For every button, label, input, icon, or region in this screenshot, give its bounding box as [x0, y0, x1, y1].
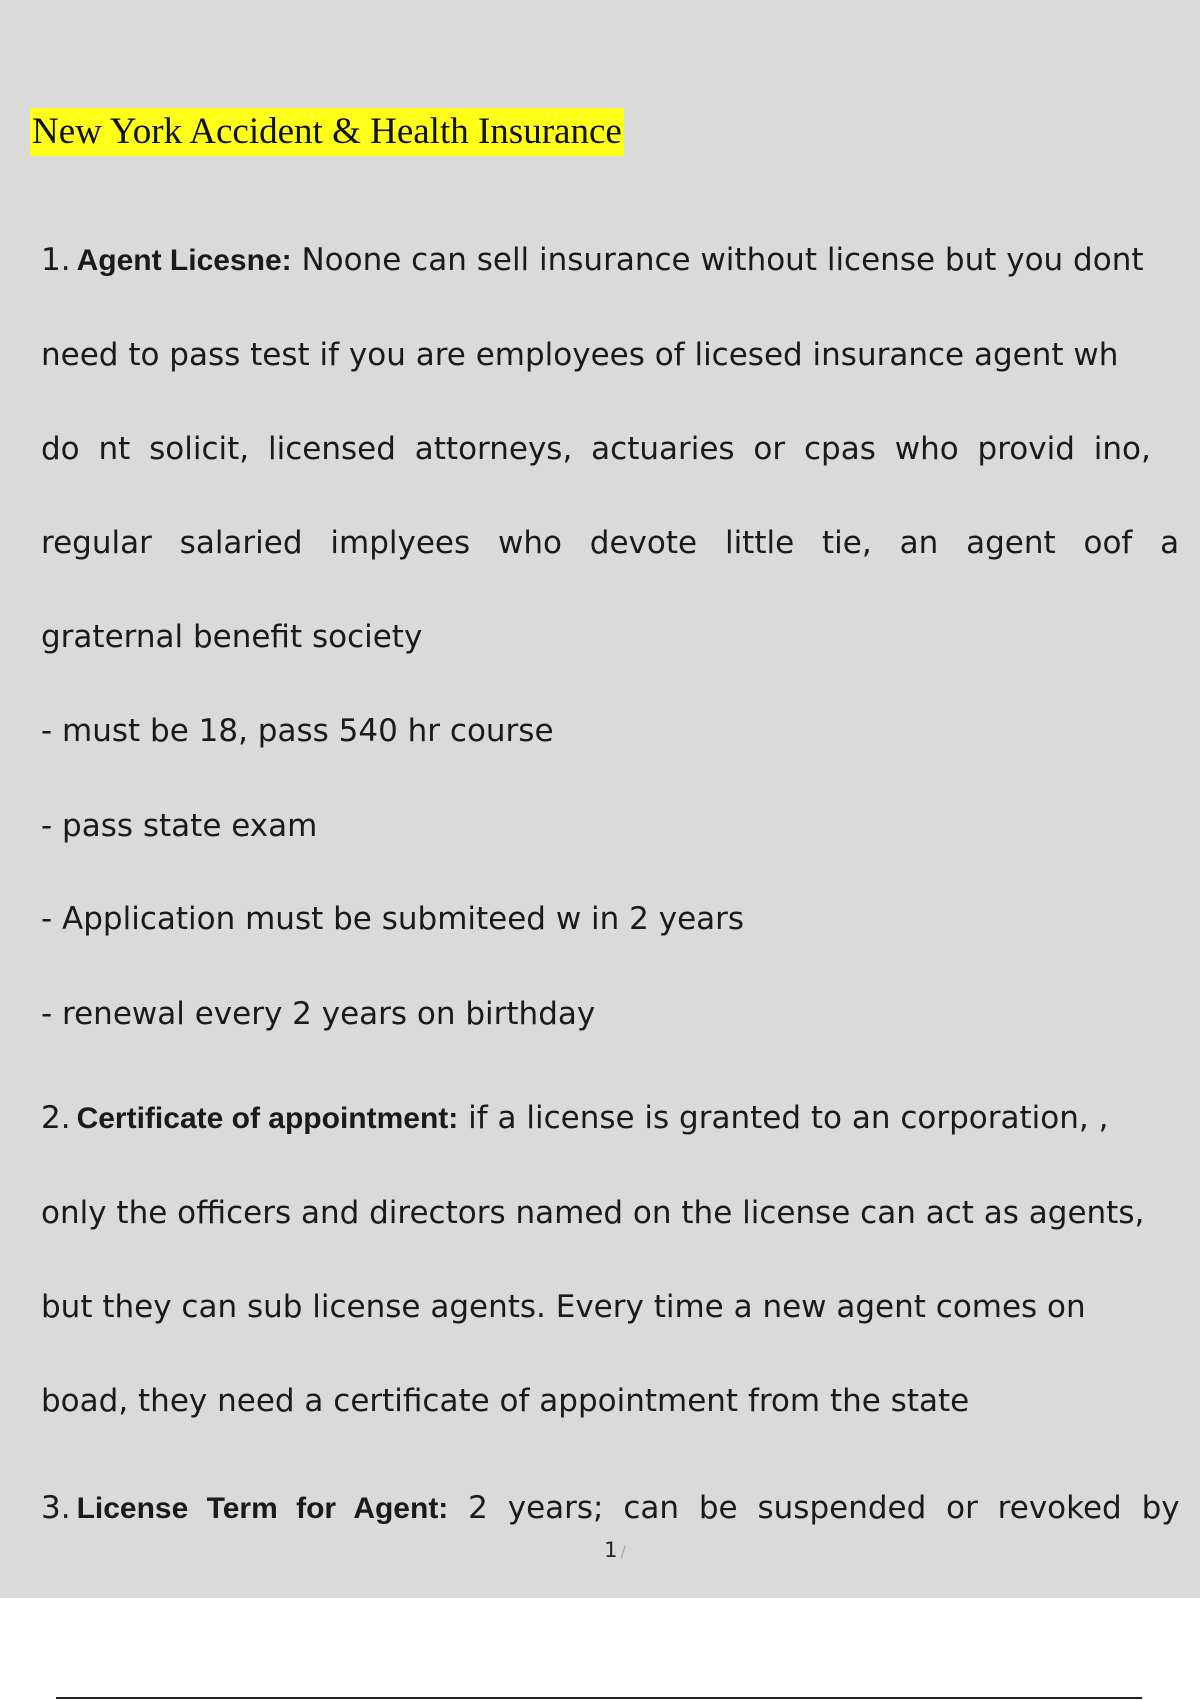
- bullet-renewal: - renewal every 2 years on birthday: [41, 996, 596, 1032]
- page-number-value: 1: [604, 1538, 618, 1562]
- section-1-line-5: graternal benefit society: [41, 619, 423, 655]
- section-2-heading: Certificate of appointment:: [76, 1102, 459, 1135]
- section-1-line-3-text: do nt solicit, licensed attorneys, actuaries or cpas who provid ino,: [41, 431, 1151, 467]
- page-number-suffix: /: [620, 1542, 626, 1561]
- section-2-line-3: but they can sub license agents. Every time a new agent comes on: [41, 1289, 1086, 1325]
- section-3-text: 2 years; can be suspended or revoked by: [468, 1490, 1180, 1526]
- section-1-line-3: [41, 429, 1194, 469]
- bullet-age-course: - must be 18, pass 540 hr course: [41, 713, 554, 749]
- section-1-text: Noone can sell insurance without license but you dont: [301, 242, 1144, 278]
- section-1-number: 1.: [41, 242, 71, 278]
- section-1-line-1: [41, 240, 1194, 281]
- footer-divider: [56, 1697, 1142, 1699]
- section-2-line-1: [41, 1098, 1194, 1139]
- section-3-number: 3.: [41, 1490, 71, 1526]
- section-1-line-4: regular salaried implyees who devote little tie, an agent oof a: [41, 525, 1180, 561]
- page-number: [0, 1538, 1200, 1562]
- section-3-line-1: [41, 1488, 1194, 1529]
- section-2-line-4: boad, they need a certificate of appointment from the state: [41, 1383, 970, 1419]
- section-1-line-2: need to pass test if you are employees of licesed insurance agent wh: [41, 337, 1119, 373]
- section-3-heading: License Term for Agent:: [76, 1492, 449, 1525]
- section-1-heading: Agent Licesne:: [76, 244, 292, 277]
- section-2-text: if a license is granted to an corporation, ,: [468, 1100, 1109, 1136]
- section-2-line-2: only the officers and directors named on the license can act as agents,: [41, 1195, 1145, 1231]
- section-2-number: 2.: [41, 1100, 71, 1136]
- bullet-state-exam: - pass state exam: [41, 808, 318, 844]
- document-title: New York Accident & Health Insurance: [30, 108, 624, 156]
- bullet-application: - Application must be submiteed w in 2 years: [41, 901, 745, 937]
